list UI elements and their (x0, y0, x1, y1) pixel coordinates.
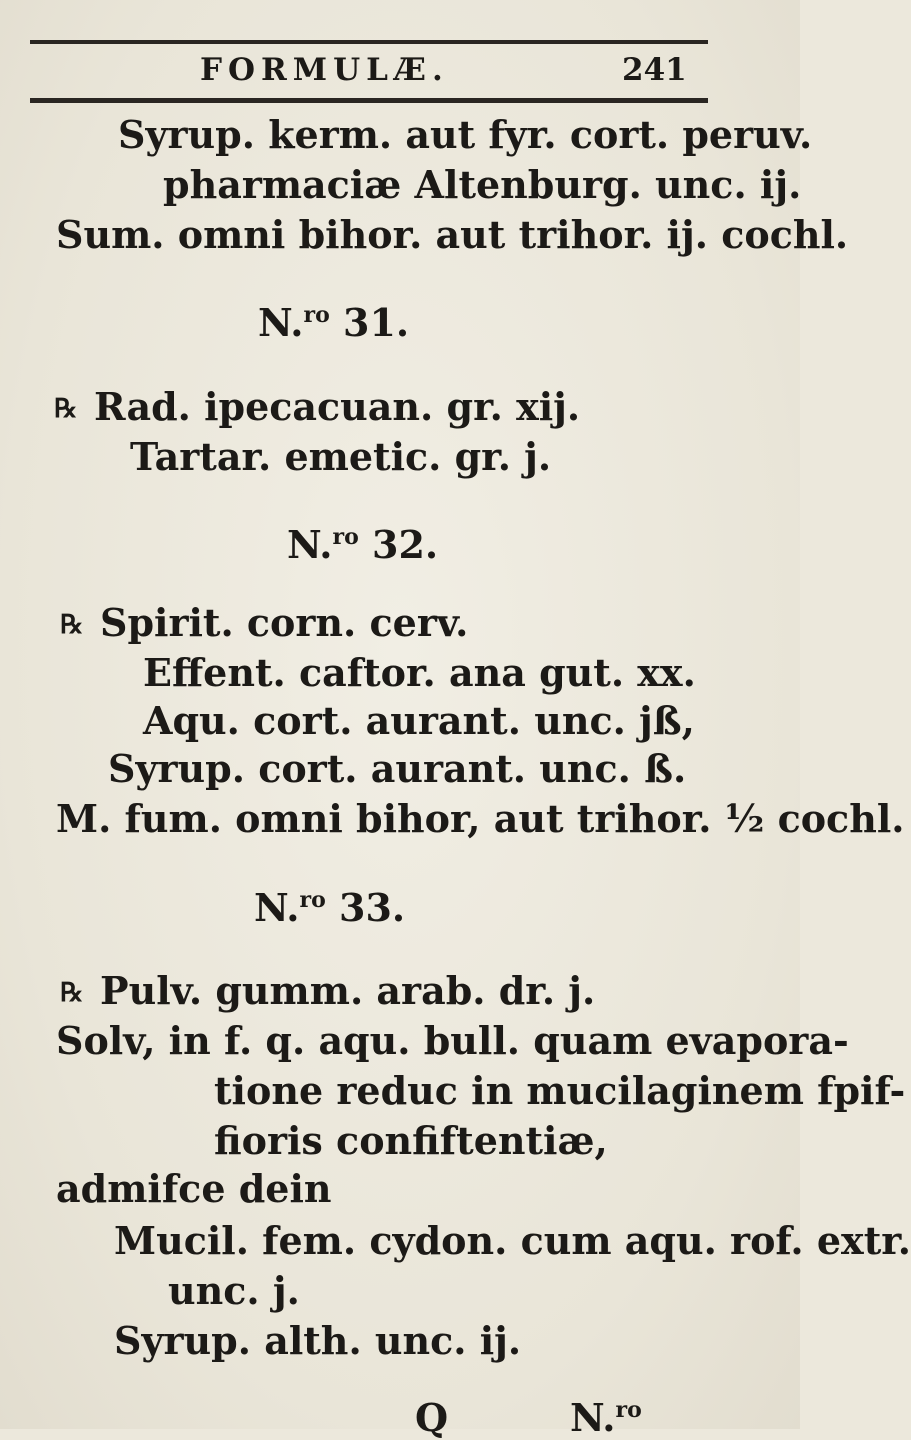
text-line: Effent. caftor. ana gut. xx. (143, 650, 696, 695)
header-rule-top (30, 40, 708, 44)
text-line: M. fum. omni bihor, aut trihor. ½ cochl. (56, 796, 905, 841)
text-line: tione reduc in mucilaginem fpif- (214, 1068, 906, 1113)
text-line: fioris confiftentiæ, (214, 1118, 608, 1163)
text-line: Solv, in f. q. aqu. bull. quam evapora- (56, 1018, 849, 1063)
text-line: unc. j. (168, 1268, 300, 1313)
header-rule-bottom (30, 98, 708, 103)
text-line: Rad. ipecacuan. gr. xij. (94, 384, 581, 429)
recipe-symbol: ℞ (60, 610, 84, 640)
catchword: Q (415, 1395, 449, 1440)
recipe-symbol: ℞ (54, 394, 78, 424)
page-number: 241 (622, 52, 687, 88)
formula-number-31: N.$^{ro}$ 31. (258, 300, 410, 345)
formula-number-33: N.$^{ro}$ 33. (254, 885, 406, 930)
formula-number-next: N.$^{ro}$ (570, 1395, 642, 1440)
text-line: pharmaciæ Altenburg. unc. ij. (163, 162, 802, 207)
recipe-symbol: ℞ (60, 978, 84, 1008)
text-line: Syrup. cort. aurant. unc. ß. (108, 746, 687, 791)
text-line: admifce dein (56, 1166, 332, 1211)
text-line: Tartar. emetic. gr. j. (130, 434, 552, 479)
text-line: Syrup. alth. unc. ij. (114, 1318, 522, 1363)
text-line: Syrup. kerm. aut fyr. cort. peruv. (118, 112, 813, 157)
running-head-title: FORMULÆ. (200, 52, 449, 88)
text-line: Spirit. corn. cerv. (100, 600, 469, 645)
text-line: Pulv. gumm. arab. dr. j. (100, 968, 596, 1013)
formula-number-32: N.$^{ro}$ 32. (287, 522, 439, 567)
text-line: Mucil. fem. cydon. cum aqu. rof. extr. (114, 1218, 911, 1263)
text-line: Sum. omni bihor. aut trihor. ij. cochl. (56, 212, 849, 257)
text-line: Aqu. cort. aurant. unc. jß, (143, 698, 695, 743)
